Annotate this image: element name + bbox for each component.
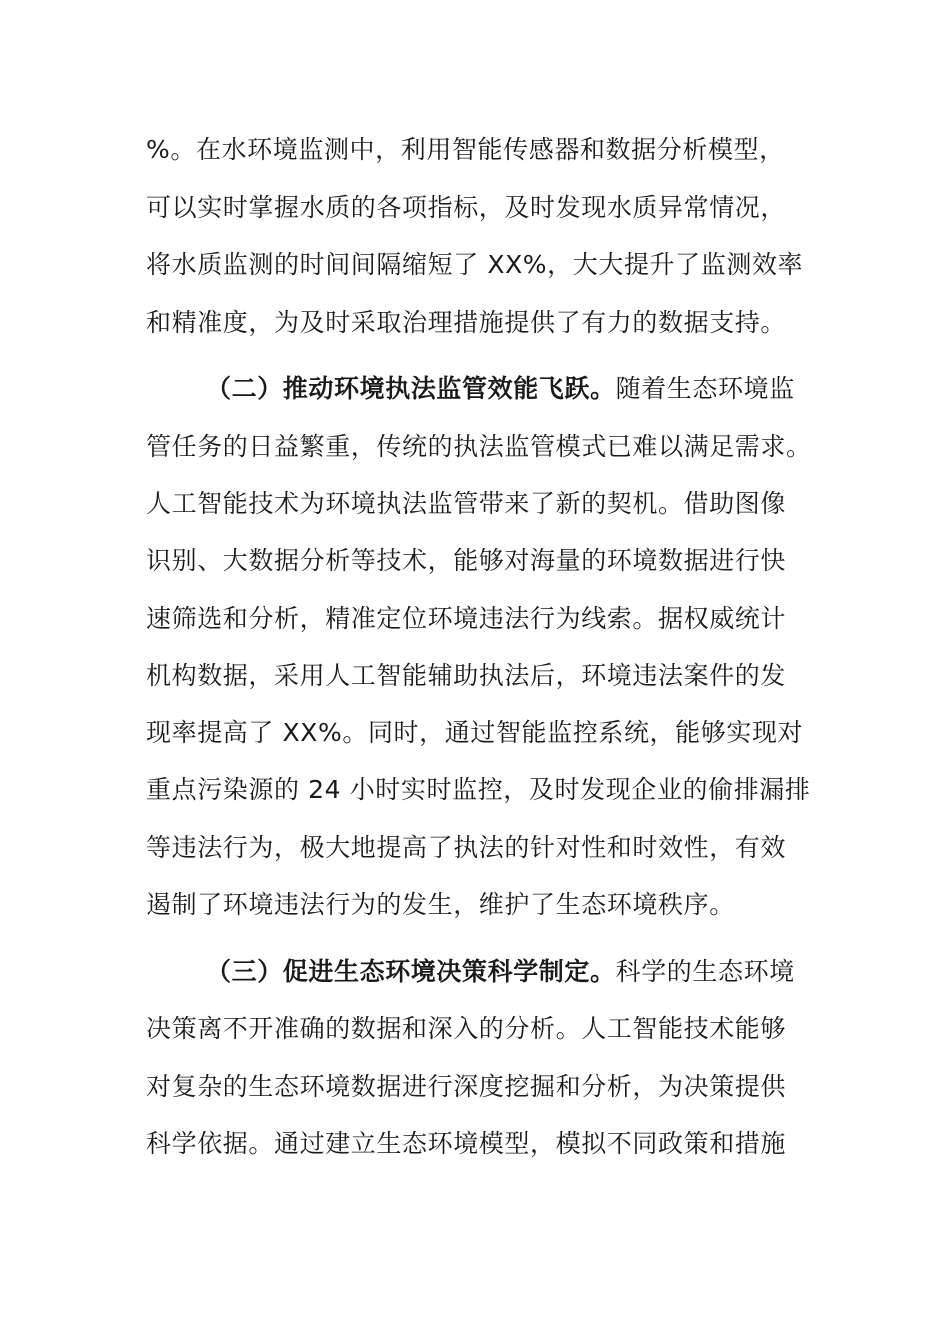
paragraph-text: 随着生态环境监 (615, 374, 795, 403)
paragraph-line: 可以实时掌握水质的各项指标，及时发现水质异常情况， (146, 193, 787, 222)
paragraph-line: 对复杂的生态环境数据进行深度挖掘和分析，为决策提供 (146, 1072, 787, 1101)
section-heading: （三）促进生态环境决策科学制定。 (206, 957, 616, 986)
paragraph-line: 和精准度，为及时采取治理措施提供了有力的数据支持。 (146, 308, 787, 337)
paragraph-line: 重点污染源的 24 小时实时监控，及时发现企业的偷排漏排 (146, 775, 811, 804)
paragraph-line: 遏制了环境违法行为的发生，维护了生态环境秩序。 (146, 890, 735, 919)
paragraph-text: 科学的生态环境 (615, 957, 795, 986)
paragraph-line: 将水质监测的时间间隔缩短了 XX%，大大提升了监测效率 (146, 250, 804, 279)
paragraph-line: 科学依据。通过建立生态环境模型，模拟不同政策和措施 (146, 1129, 787, 1158)
paragraph-line: %。在水环境监测中，利用智能传感器和数据分析模型， (146, 135, 785, 164)
paragraph-line: 人工智能技术为环境执法监管带来了新的契机。借助图像 (146, 489, 787, 518)
paragraph-first-line (206, 956, 795, 988)
section-heading: （二）推动环境执法监管效能飞跃。 (206, 374, 616, 403)
paragraph-line: 决策离不开准确的数据和深入的分析。人工智能技术能够 (146, 1014, 787, 1043)
paragraph-line: 识别、大数据分析等技术，能够对海量的环境数据进行快 (146, 546, 787, 575)
paragraph-first-line (206, 373, 795, 405)
paragraph-line: 速筛选和分析，精准定位环境违法行为线索。据权威统计 (146, 604, 787, 633)
paragraph-line: 管任务的日益繁重，传统的执法监管模式已难以满足需求。 (146, 432, 812, 461)
paragraph-line: 现率提高了 XX%。同时，通过智能监控系统，能够实现对 (146, 718, 804, 747)
paragraph-line: 等违法行为，极大地提高了执法的针对性和时效性，有效 (146, 833, 787, 862)
paragraph-line: 机构数据，采用人工智能辅助执法后，环境违法案件的发 (146, 661, 787, 690)
